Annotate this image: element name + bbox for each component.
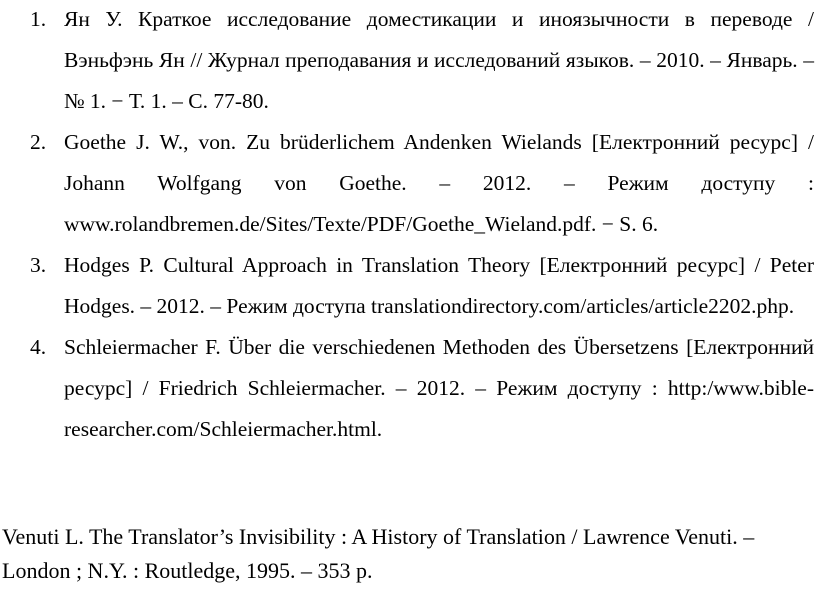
unnumbered-reference: Venuti L. The Translator’s Invisibility : A History of Translation / Lawrence Venuti. – London ; N.Y. : Routledge, 1995. – 353 p. [2, 524, 755, 583]
reference-text: Ян У. Краткое исследование доместикации и иноязычности в переводе / Вэньфэнь Ян // Журнал преподавания и исследований языков. – 2010. – Январь. – № 1. − Т. 1. – С. 77-80. [64, 7, 814, 113]
reference-item [0, 327, 816, 450]
reference-item [0, 122, 816, 245]
reference-item [0, 0, 816, 122]
reference-number: 1. [30, 7, 47, 31]
reference-number: 2. [30, 130, 47, 154]
reference-text: Schleiermacher F. Über die verschiedenen Methoden des Übersetzens [Електронний ресурс] / Friedrich Schleiermacher. – 2012. – Режим доступу : http:/www.bible-researcher.com/Schleiermacher.html. [64, 335, 814, 441]
reference-number: 4. [30, 335, 47, 359]
reference-number: 3. [30, 253, 47, 277]
reference-text: Hodges P. Cultural Approach in Translation Theory [Електронний ресурс] / Peter Hodges. – 2012. – Режим доступа translationdirectory.com/articles/article2202.php. [64, 253, 814, 318]
reference-text: Goethe J. W., von. Zu brüderlichem Andenken Wielands [Електронний ресурс] / Johann Wolfgang von Goethe. – 2012. – Режим доступу : www.rolandbremen.de/Sites/Texte/PDF/Goethe_Wieland.pdf. − S. 6. [64, 130, 814, 236]
reference-item [0, 245, 816, 327]
